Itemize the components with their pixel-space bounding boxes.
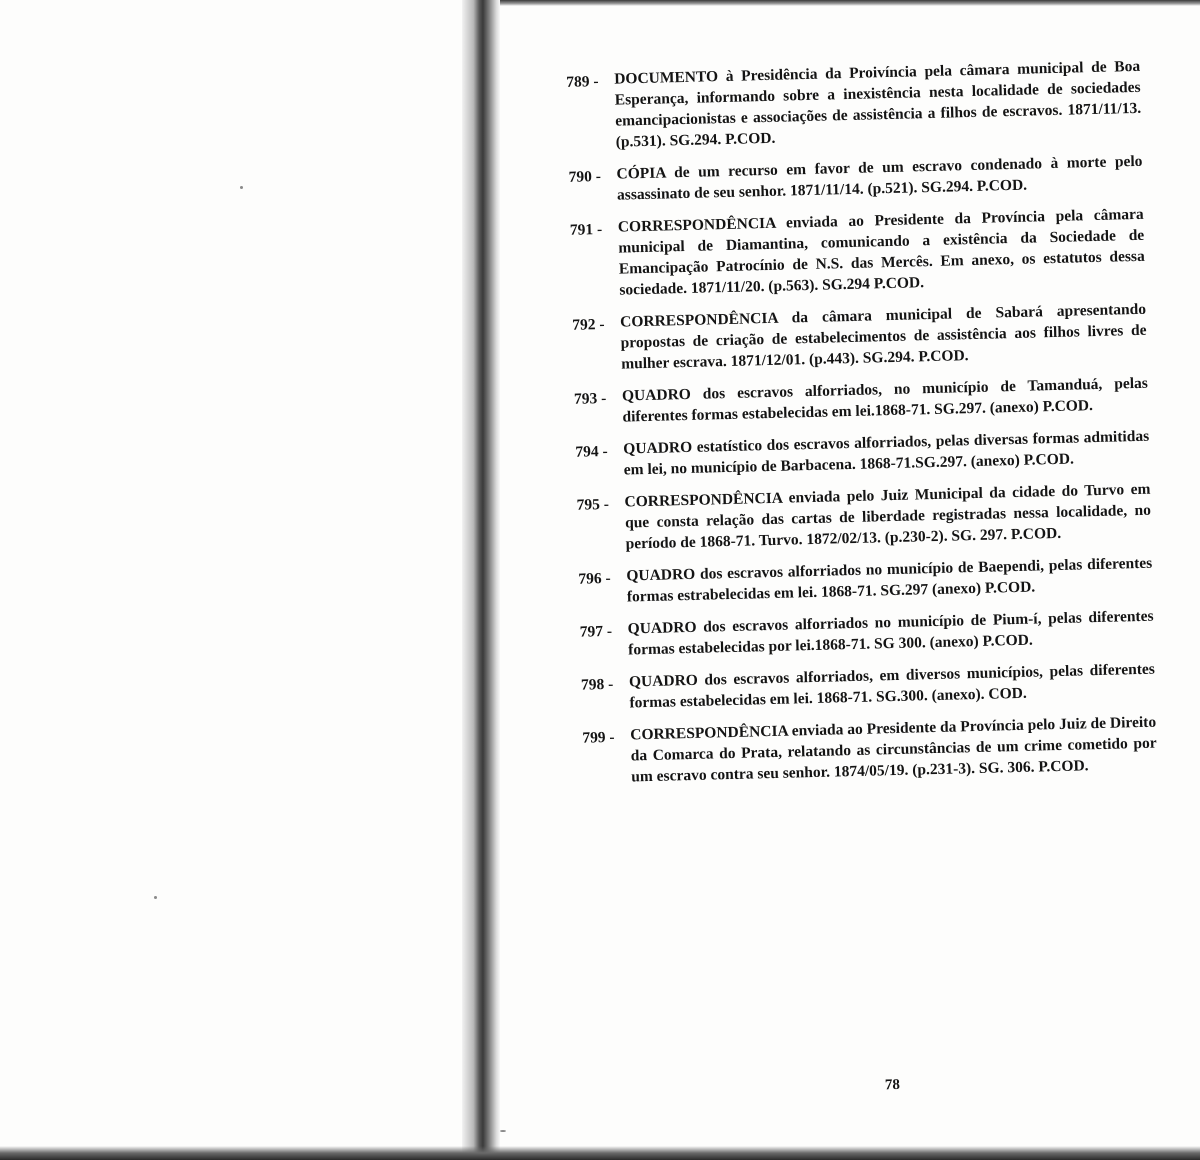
catalog-entry-789 [560, 56, 1142, 154]
right-page [560, 56, 1166, 1130]
entry-text: CORRESPONDÊNCIA enviada pelo Juiz Municipal da cidade do Turvo em que consta relação das cartas de liberdade registradas nessa localidade, no período de 1868-71. Turvo. 1872/02/13. (p.230-2). SG. 297. P.COD. [624, 480, 1152, 553]
entry-text: CORRESPONDÊNCIA enviada ao Presidente da Província pela câmara municipal de Diamantina, comunicando a existência da Sociedade de Emancipação Patrocínio de N.S. das Mercês. Em anexo, os estatutos dessa sociedade. 1871/11/20. (p.563). SG.294 P.COD. [617, 205, 1145, 299]
entry-text: CORRESPONDÊNCIA da câmara municipal de Sabará apresentando propostas de criação de estabelecimentos de assistência aos filhos livres de mulher escrava. 1871/12/01. (p.443). SG.294. P.COD. [619, 300, 1147, 373]
book-gutter [462, 0, 500, 1160]
entry-number: 795 - [576, 495, 610, 514]
catalog-entry-798 [575, 659, 1156, 715]
catalog-entry-792 [566, 299, 1147, 376]
entry-number: 799 - [582, 728, 615, 747]
entry-text: QUADRO estatístico dos escravos alforriados, pelas diversas formas admitidas em lei, no município de Barbacena. 1868-71.SG.297. (anexo) P.COD. [623, 427, 1150, 479]
entry-number: 796 - [578, 569, 611, 588]
scan-speck [240, 186, 243, 189]
catalog-entry-797 [573, 606, 1154, 662]
entry-number: 790 - [568, 168, 602, 186]
catalog-entry-791 [564, 204, 1146, 302]
entry-text: QUADRO dos escravos alforriados no município de Pium-í, pelas diferentes formas estabelecidas por lei.1868-71. SG 300. (anexo) P.COD. [627, 607, 1154, 659]
scan-speck [154, 896, 157, 899]
catalog-entry-794 [569, 426, 1150, 482]
entry-number: 794 - [575, 442, 608, 461]
page-bottom-edge [0, 1146, 1200, 1160]
page-top-edge [500, 0, 1200, 6]
entry-number: 793 - [573, 389, 607, 408]
entry-text: DOCUMENTO à Presidência da Proivíncia pela câmara municipal de Boa Esperança, informando sobre a inexistência nesta localidade de sociedades emancipacionistas e associações de assistência a filhos de escravos. 1871/11/13. (p.531). SG.294. P.COD. [614, 57, 1142, 151]
catalog-entry-795 [570, 479, 1151, 556]
entry-number: 792 - [572, 315, 605, 334]
catalog-entry-796 [572, 553, 1153, 609]
entry-number: 791 - [569, 221, 603, 239]
entry-number: 789 - [566, 73, 599, 91]
entry-number: 798 - [580, 675, 614, 694]
catalog-entry-793 [568, 373, 1149, 429]
entry-text: CÓPIA de um recurso em favor de um escravo condenado à morte pelo assassinato de seu senhor. 1871/11/14. (p.521). SG.294. P.COD. [616, 152, 1143, 204]
catalog-entry-790 [562, 151, 1143, 207]
catalog-entry-799 [576, 712, 1157, 789]
entry-text: CORRESPONDÊNCIA enviada ao Presidente da Província pelo Juiz de Direito da Comarca do Prata, relatando as circunstâncias de um crime cometido por um escravo contra seu senhor. 1874/05/19. (p.231-3). SG. 306. P.COD. [630, 713, 1157, 786]
entry-text: QUADRO dos escravos alforriados no município de Baependi, pelas diferentes formas estrabelecidas em lei. 1868-71. SG.297 (anexo) P.COD. [626, 554, 1153, 606]
entry-text: QUADRO dos escravos alforriados, no município de Tamanduá, pelas diferentes formas estabelecidas em lei.1868-71. SG.297. (anexo) P.COD. [621, 374, 1149, 426]
page-number: 78 [884, 1077, 901, 1094]
entry-text: QUADRO dos escravos alforriados, em diversos municípios, pelas diferentes formas estabelecidas em lei. 1868-71. SG.300. (anexo). COD. [628, 660, 1156, 712]
entry-number: 797 - [579, 622, 613, 641]
scan-speck [500, 1130, 506, 1132]
